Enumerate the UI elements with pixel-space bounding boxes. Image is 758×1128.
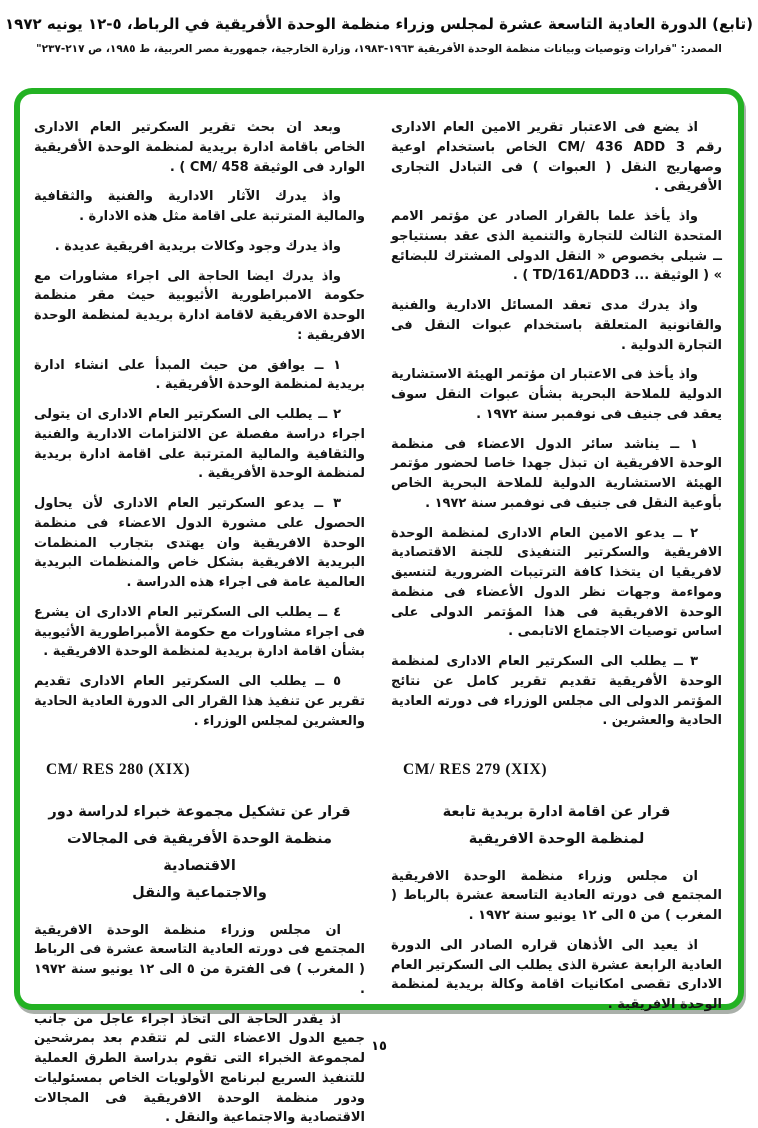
resolution-paragraph: ٢ ــ يطلب الى السكرتير العام الادارى ان يتولى اجراء دراسة مفصلة عن الالتزامات الادارية والفنية والثقافية والمالية المترتبة على اقامة ادارة بريدية لمنظمة الوحدة الأفريقية .: [34, 405, 365, 484]
resolution-title-line: والاجتماعية والنقل: [34, 880, 365, 907]
resolution-paragraph: ان مجلس وزراء منظمة الوحدة الافريقية المجتمع فى دورته العادية التاسعة عشرة فى الرباط ( المغرب ) فى الفترة من ٥ الى ١٢ يونيو سنة ١٩٧٢ .: [34, 921, 365, 1000]
resolution-paragraph: ٣ ــ يدعو السكرتير العام الادارى لأن يحاول الحصول على مشورة الدول الاعضاء فى منظمة الوحدة الافريقية وان يهتدى بتجارب المنظمات البريدية الافريقية بشكل خاص والمنظمات البريدية العالمية عامة فى اجراء هذه الدراسة .: [34, 494, 365, 593]
resolution-paragraph: ٢ ــ يدعو الامين العام الادارى لمنظمة الوحدة الافريقية والسكرتير التنفيذى للجنة الاقتصادية لافريقيا ان يتخذا كافة الترتيبات الضرورية لتنسيق ومواءمة وجهات نظر الدول الأعضاء فى منظمة الوحدة الافريقية فى هذا المؤتمر الدولى على اساس توصيات الاجتماع الاتابمى .: [391, 524, 722, 643]
resolution-title: [34, 799, 365, 906]
resolution-reference: CM/ RES 279 (XIX): [391, 761, 722, 779]
resolution-paragraph: اذ يقدر الحاجة الى اتخاذ اجراء عاجل من جانب جميع الدول الاعضاء التى لم تتقدم بعد بمرشحين لمجموعة الخبراء التى تقوم بدراسة الطرق العملية للتنفيذ السريع لبرنامج الأولويات الخاص بمسئوليات ودور منظمة الوحدة الافريقية فى المجالات الاقتصادية والاجتماعية والنقل .: [34, 1010, 365, 1128]
column-right: [391, 118, 722, 996]
session-title: (تابع) الدورة العادية التاسعة عشرة لمجلس وزراء منظمة الوحدة الأفريقية في الرباط، ٥-١٢ يونيه ١٩٧٢: [0, 14, 758, 35]
resolution-paragraph: واذ يدرك الآثار الادارية والفنية والثقافية والمالية المترتبة على اقامة مثل هذه الادارة .: [34, 187, 365, 227]
resolution-paragraph: واذ يدرك وجود وكالات بريدية افريقية عديدة .: [34, 237, 365, 257]
resolution-paragraph: اذ يضع فى الاعتبار تقرير الامين العام الادارى رقم CM/ 436 ADD 3 الخاص باستخدام اوعية وصهاريج النقل ( العبوات ) فى التبادل التجارى الأفريقى .: [391, 118, 722, 197]
resolution-title: [391, 799, 722, 853]
resolution-paragraph: واذ يدرك مدى تعقد المسائل الادارية والفنية والقانونية المتعلقة باستخدام عبوات النقل فى التجارة الدولية .: [391, 296, 722, 355]
resolutions-border-box: [14, 88, 744, 1010]
resolution-paragraph: ٤ ــ يطلب الى السكرتير العام الادارى ان يشرع فى اجراء مشاورات مع حكومة الأمبراطورية الأثيوبية بشأن اقامة ادارة بريدية لمنظمة الوحدة الافريقية .: [34, 603, 365, 662]
resolution-title-line: لمنظمة الوحدة الافريقية: [391, 826, 722, 853]
resolution-paragraph: ٣ ــ يطلب الى السكرتير العام الادارى لمنظمة الوحدة الأفريقية تقديم تقرير كامل عن نتائج المؤتمر الدولى الى مجلس الوزراء فى دورته العادية الحادية والعشرين .: [391, 652, 722, 731]
resolution-title-line: منظمة الوحدة الأفريقية فى المجالات الاقتصادية: [34, 826, 365, 880]
resolution-paragraph: ٥ ــ يطلب الى السكرتير العام الادارى تقديم تقرير عن تنفيذ هذا القرار الى الدورة العادية الحادية والعشرين لمجلس الوزراء .: [34, 672, 365, 731]
resolution-paragraph: واذ يأخذ فى الاعتبار ان مؤتمر الهيئة الاستشارية الدولية للملاحة البحرية بشأن عبوات النقل سوف يعقد فى جنيف فى نوفمبر سنة ١٩٧٢ .: [391, 365, 722, 424]
resolution-paragraph: وبعد ان بحث تقرير السكرتير العام الادارى الخاص باقامة ادارة بريدية لمنظمة الوحدة الأفريقية الوارد فى الوثيقة CM/ 458 ) .: [34, 118, 365, 177]
resolution-paragraph: واذ يدرك ايضا الحاجة الى اجراء مشاورات مع حكومة الامبراطورية الأثيوبية حيث مقر منظمة الوحدة الافريقية لاقامة ادارة بريدية لمنظمة الوحدة الافريقية :: [34, 267, 365, 346]
resolution-title-line: قرار عن اقامة ادارة بريدية تابعة: [391, 799, 722, 826]
resolution-reference: CM/ RES 280 (XIX): [34, 761, 365, 779]
page-number: ١٥: [0, 1039, 758, 1054]
resolution-paragraph: واذ يأخذ علما بالقرار الصادر عن مؤتمر الامم المتحدة الثالث للتجارة والتنمية الذى عقد بسنتياجو ــ شيلى بخصوص « النقل الدولى المشترك للبضائع » ( الوثيقة ... TD/161/ADD3 ) .: [391, 207, 722, 286]
page-header: [0, 14, 758, 55]
source-citation: المصدر: "قرارات وتوصيات وبيانات منظمة الوحدة الأفريقية ١٩٦٣-١٩٨٣، وزارة الخارجية، جمهورية مصر العربية، ط ١٩٨٥، ص ٢١٧-٢٣٧": [0, 43, 758, 55]
resolution-paragraph: ان مجلس وزراء منظمة الوحدة الافريقية المجتمع فى دورته العادية التاسعة عشرة بالرباط ( المغرب ) من ٥ الى ١٢ يونيو سنة ١٩٧٢ .: [391, 867, 722, 926]
resolution-paragraph: اذ يعيد الى الأذهان قراره الصادر الى الدورة العادية الرابعة عشرة الذى يطلب الى السكرتير العام الادارى تقصى امكانيات اقامة وكالة بريدية لمنظمة الوحدة الافريقية .: [391, 936, 722, 1015]
resolution-paragraph: ١ ــ يوافق من حيث المبدأ على انشاء ادارة بريدية لمنظمة الوحدة الأفريقية .: [34, 356, 365, 396]
resolution-title-line: قرار عن تشكيل مجموعة خبراء لدراسة دور: [34, 799, 365, 826]
resolution-paragraph: ١ ــ يناشد سائر الدول الاعضاء فى منظمة الوحدة الافريقية ان تبذل جهدا خاصا لحضور مؤتمر الهيئة الاستشارية الدولية للملاحة البحرية الخاص بأوعية النقل فى جنيف فى نوفمبر سنة ١٩٧٢ .: [391, 435, 722, 514]
column-left: [34, 118, 365, 996]
